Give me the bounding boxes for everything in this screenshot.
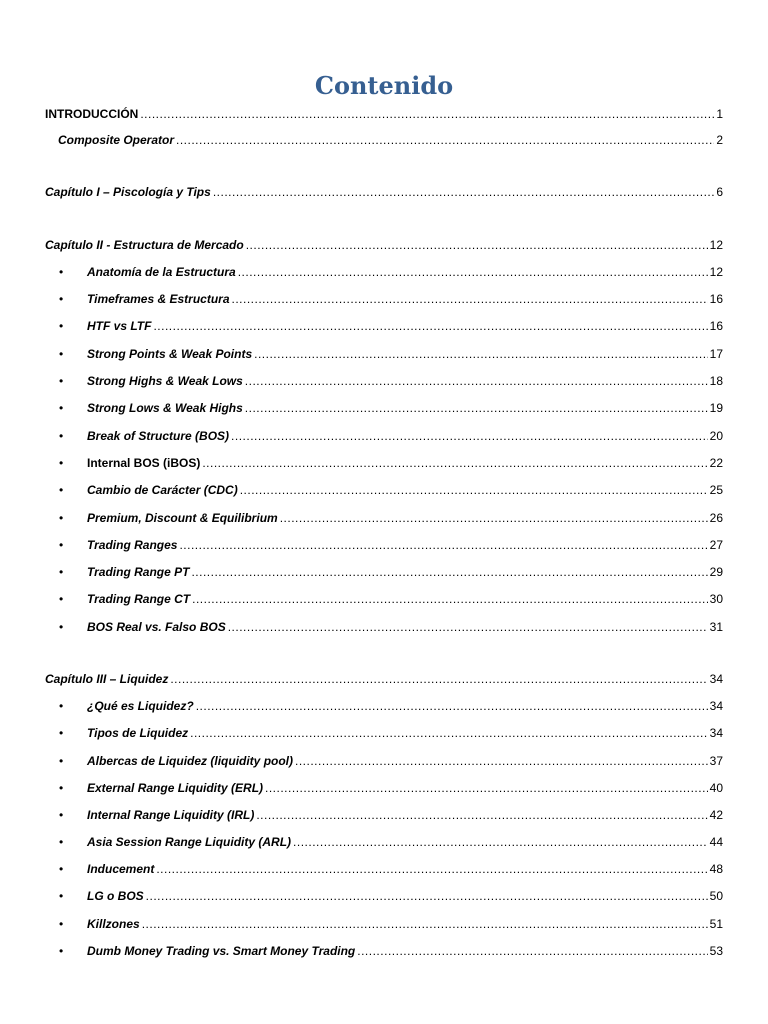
toc-page-number: 42: [709, 808, 723, 822]
toc-entry-dumb-vs-smart-money[interactable]: [87, 942, 723, 960]
toc-page-number: 17: [709, 347, 723, 361]
toc-entry-label: Killzones: [87, 917, 140, 931]
dot-leader: [213, 183, 714, 201]
toc-entry-label: Capítulo I – Piscología y Tips: [45, 185, 211, 199]
toc-entry-label: Trading Range CT: [87, 592, 191, 606]
toc-entry-label: Trading Ranges: [87, 538, 178, 552]
toc-page-number: 16: [709, 319, 723, 333]
dot-leader: [295, 752, 708, 770]
toc-entry-cambio-de-caracter[interactable]: [87, 481, 723, 499]
toc-page-number: 30: [709, 592, 723, 606]
page-title: Contenido: [314, 71, 454, 100]
toc-page-number: 25: [709, 483, 723, 497]
toc-page-number: 37: [709, 754, 723, 768]
dot-leader: [202, 454, 707, 472]
toc-entry-label: Strong Lows & Weak Highs: [87, 401, 243, 415]
dot-leader: [245, 372, 708, 390]
toc-entry-external-range-liquidity[interactable]: [87, 779, 723, 797]
toc-entry-label: Tipos de Liquidez: [87, 726, 189, 740]
toc-page-number: 1: [716, 107, 723, 121]
dot-leader: [142, 915, 708, 933]
toc-entry-label: Dumb Money Trading vs. Smart Money Trading: [87, 944, 356, 958]
toc-page-number: 27: [709, 538, 723, 552]
toc-page-number: 48: [709, 862, 723, 876]
toc-entry-que-es-liquidez[interactable]: [87, 697, 723, 715]
toc-entry-tipos-de-liquidez[interactable]: [87, 724, 723, 742]
bullet-icon: •: [59, 347, 64, 361]
toc-page-number: 53: [709, 944, 723, 958]
toc-entry-break-of-structure[interactable]: [87, 427, 723, 445]
toc-entry-anatomia-estructura[interactable]: [87, 263, 723, 281]
toc-entry-trading-range-ct[interactable]: [87, 590, 723, 608]
toc-entry-label: External Range Liquidity (ERL): [87, 781, 264, 795]
dot-leader: [293, 833, 708, 851]
bullet-icon: •: [59, 620, 64, 634]
toc-entry-label: Strong Highs & Weak Lows: [87, 374, 243, 388]
dot-leader: [146, 887, 708, 905]
dot-leader: [256, 806, 707, 824]
toc-entry-composite-operator[interactable]: [58, 131, 723, 149]
toc-entry-label: Capítulo II - Estructura de Mercado: [45, 238, 244, 252]
toc-entry-label: Composite Operator: [58, 133, 175, 147]
bullet-icon: •: [59, 754, 64, 768]
toc-entry-trading-range-pt[interactable]: [87, 563, 723, 581]
dot-leader: [140, 105, 714, 123]
toc-entry-introduccion[interactable]: [45, 105, 723, 123]
bullet-icon: •: [59, 592, 64, 606]
bullet-icon: •: [59, 292, 64, 306]
toc-page-number: 16: [709, 292, 723, 306]
toc-entry-timeframes-estructura[interactable]: [87, 290, 723, 308]
toc-page-number: 29: [709, 565, 723, 579]
bullet-icon: •: [59, 401, 64, 415]
toc-entry-label: Break of Structure (BOS): [87, 429, 230, 443]
toc-page-number: 50: [709, 889, 723, 903]
toc-entry-albercas-de-liquidez[interactable]: [87, 752, 723, 770]
toc-entry-label: Cambio de Carácter (CDC): [87, 483, 238, 497]
toc-entry-label: BOS Real vs. Falso BOS: [87, 620, 226, 634]
dot-leader: [254, 345, 708, 363]
toc-page-number: 26: [709, 511, 723, 525]
toc-entry-asia-session-range-liquidity[interactable]: [87, 833, 723, 851]
dot-leader: [280, 509, 708, 527]
toc-page-number: 34: [709, 726, 723, 740]
toc-entry-label: Asia Session Range Liquidity (ARL): [87, 835, 292, 849]
toc-entry-strong-highs-weak-lows[interactable]: [87, 372, 723, 390]
toc-entry-bos-real-vs-falso[interactable]: [87, 618, 723, 636]
toc-page-number: 40: [709, 781, 723, 795]
bullet-icon: •: [59, 781, 64, 795]
toc-page-number: 19: [709, 401, 723, 415]
toc-entry-capitulo-3[interactable]: [45, 670, 723, 688]
bullet-icon: •: [59, 319, 64, 333]
bullet-icon: •: [59, 511, 64, 525]
toc-entry-label: Albercas de Liquidez (liquidity pool): [87, 754, 294, 768]
dot-leader: [228, 618, 708, 636]
bullet-icon: •: [59, 862, 64, 876]
toc-page-number: 34: [709, 699, 723, 713]
toc-page-number: 31: [709, 620, 723, 634]
toc-page-number: 2: [716, 133, 723, 147]
dot-leader: [196, 697, 708, 715]
bullet-icon: •: [59, 699, 64, 713]
dot-leader: [170, 670, 707, 688]
toc-entry-inducement[interactable]: [87, 860, 723, 878]
toc-entry-premium-discount-equilibrium[interactable]: [87, 509, 723, 527]
bullet-icon: •: [59, 565, 64, 579]
toc-entry-htf-vs-ltf[interactable]: [87, 317, 723, 335]
toc-entry-label: Premium, Discount & Equilibrium: [87, 511, 278, 525]
toc-entry-label: Anatomía de la Estructura: [87, 265, 236, 279]
dot-leader: [191, 563, 707, 581]
toc-entry-internal-bos[interactable]: [87, 454, 723, 472]
toc-entry-capitulo-2[interactable]: [45, 236, 723, 254]
dot-leader: [153, 317, 707, 335]
toc-page-number: 20: [709, 429, 723, 443]
toc-entry-label: Inducement: [87, 862, 155, 876]
toc-entry-strong-points-weak-points[interactable]: [87, 345, 723, 363]
bullet-icon: •: [59, 917, 64, 931]
toc-page-number: 51: [709, 917, 723, 931]
toc-entry-trading-ranges[interactable]: [87, 536, 723, 554]
dot-leader: [156, 860, 707, 878]
toc-entry-killzones[interactable]: [87, 915, 723, 933]
bullet-icon: •: [59, 538, 64, 552]
toc-entry-label: Internal Range Liquidity (IRL): [87, 808, 255, 822]
bullet-icon: •: [59, 265, 64, 279]
toc-entry-capitulo-1[interactable]: [45, 183, 723, 201]
dot-leader: [232, 290, 708, 308]
bullet-icon: •: [59, 483, 64, 497]
toc-page-number: 22: [709, 456, 723, 470]
bullet-icon: •: [59, 808, 64, 822]
toc-entry-label: ¿Qué es Liquidez?: [87, 699, 194, 713]
toc-page-number: 44: [709, 835, 723, 849]
bullet-icon: •: [59, 429, 64, 443]
bullet-icon: •: [59, 726, 64, 740]
dot-leader: [179, 536, 707, 554]
dot-leader: [231, 427, 708, 445]
dot-leader: [192, 590, 708, 608]
dot-leader: [176, 131, 714, 149]
toc-entry-label: Strong Points & Weak Points: [87, 347, 253, 361]
toc-entry-label: Timeframes & Estructura: [87, 292, 230, 306]
bullet-icon: •: [59, 456, 64, 470]
toc-page-number: 12: [709, 265, 723, 279]
toc-page-number: 12: [709, 238, 723, 252]
bullet-icon: •: [59, 944, 64, 958]
toc-entry-label: Trading Range PT: [87, 565, 190, 579]
toc-entry-lg-o-bos[interactable]: [87, 887, 723, 905]
toc-entry-label: Internal BOS (iBOS): [87, 456, 201, 470]
toc-entry-label: Capítulo III – Liquidez: [45, 672, 169, 686]
toc-entry-label: INTRODUCCIÓN: [45, 107, 139, 121]
bullet-icon: •: [59, 889, 64, 903]
toc-page-number: 18: [709, 374, 723, 388]
toc-entry-internal-range-liquidity[interactable]: [87, 806, 723, 824]
toc-entry-strong-lows-weak-highs[interactable]: [87, 399, 723, 417]
toc-page-number: 34: [709, 672, 723, 686]
dot-leader: [238, 263, 708, 281]
dot-leader: [265, 779, 708, 797]
bullet-icon: •: [59, 374, 64, 388]
bullet-icon: •: [59, 835, 64, 849]
toc-entry-label: LG o BOS: [87, 889, 144, 903]
dot-leader: [240, 481, 708, 499]
toc-entry-label: HTF vs LTF: [87, 319, 152, 333]
dot-leader: [357, 942, 707, 960]
dot-leader: [190, 724, 708, 742]
dot-leader: [246, 236, 708, 254]
dot-leader: [245, 399, 708, 417]
toc-page-number: 6: [716, 185, 723, 199]
